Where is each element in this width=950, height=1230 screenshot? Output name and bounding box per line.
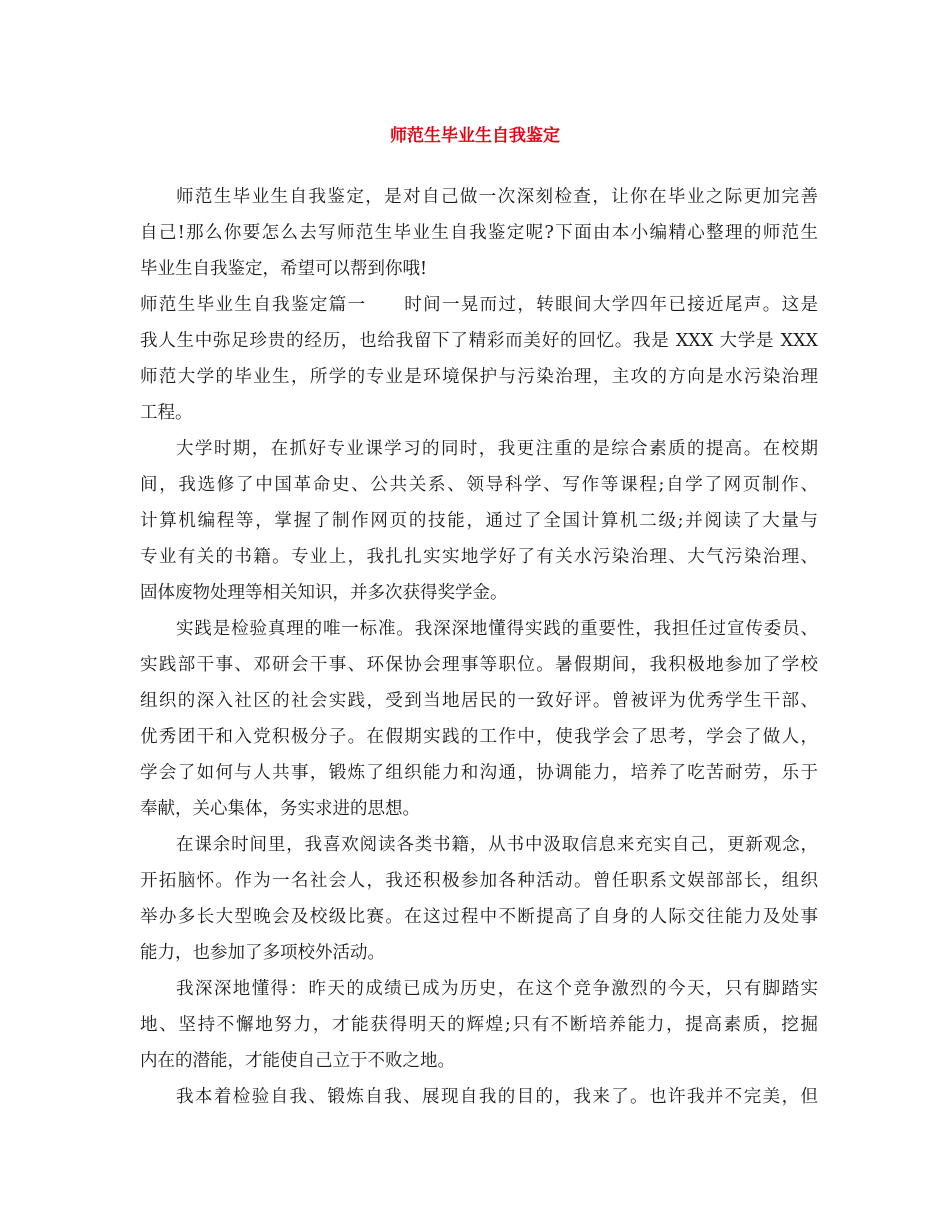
text-line: 在课余时间里，我喜欢阅读各类书籍，从书中汲取信息来充实自己，更新观念， (176, 835, 818, 855)
text-line: 固体废物处理等相关知识，并多次获得奖学金。 (140, 583, 508, 603)
text-line: 实践部干事、邓研会干事、环保协会理事等职位。暑假期间，我积极地参加了学校 (140, 655, 818, 675)
text-line: 内在的潜能，才能使自己立于不败之地。 (140, 1051, 455, 1071)
text-line: 间，我选修了中国革命史、公共关系、领导科学、写作等课程;自学了网页制作、 (140, 475, 818, 495)
text-line: 学会了如何与人共事，锻炼了组织能力和沟通，协调能力，培养了吃苦耐劳，乐于 (140, 763, 818, 783)
text-line: 计算机编程等，掌握了制作网页的技能，通过了全国计算机二级;并阅读了大量与 (140, 511, 818, 531)
text-line: 毕业生自我鉴定，希望可以帮到你哦! (140, 259, 428, 279)
text-line: 实践是检验真理的唯一标准。我深深地懂得实践的重要性，我担任过宣传委员、 (176, 619, 818, 639)
text-line: 我人生中弥足珍贵的经历，也给我留下了精彩而美好的回忆。我是 XXX 大学是 XXX (140, 331, 818, 351)
text-line: 我本着检验自我、锻炼自我、展现自我的目的，我来了。也许我并不完美，但 (176, 1087, 818, 1107)
text-line: 师范大学的毕业生，所学的专业是环境保护与污染治理，主攻的方向是水污染治理 (140, 367, 818, 387)
text-line: 大学时期，在抓好专业课学习的同时，我更注重的是综合素质的提高。在校期 (176, 439, 818, 459)
document-title: 师范生毕业生自我鉴定 (390, 126, 560, 146)
text-line: 优秀团干和入党积极分子。在假期实践的工作中，使我学会了思考，学会了做人， (140, 727, 818, 747)
text-line: 能力，也参加了多项校外活动。 (140, 943, 385, 963)
text-line: 我深深地懂得：昨天的成绩已成为历史，在这个竞争激烈的今天，只有脚踏实 (176, 979, 818, 999)
document-body (140, 179, 818, 1115)
text-line: 开拓脑怀。作为一名社会人，我还积极参加各种活动。曾任职系文娱部部长，组织 (140, 871, 818, 891)
text-line: 专业有关的书籍。专业上，我扎扎实实地学好了有关水污染治理、大气污染治理、 (140, 547, 818, 567)
text-line: 举办多长大型晚会及校级比赛。在这过程中不断提高了自身的人际交往能力及处事 (140, 907, 818, 927)
text-line: 组织的深入社区的社会实践，受到当地居民的一致好评。曾被评为优秀学生干部、 (140, 691, 818, 711)
text-line: 师范生毕业生自我鉴定，是对自己做一次深刻检查，让你在毕业之际更加完善 (176, 187, 818, 207)
text-line: 地、坚持不懈地努力，才能获得明天的辉煌;只有不断培养能力，提高素质，挖掘 (140, 1015, 818, 1035)
text-line: 奉献，关心集体，务实求进的思想。 (140, 799, 420, 819)
text-line: 自己!那么你要怎么去写师范生毕业生自我鉴定呢?下面由本小编精心整理的师范生 (140, 223, 818, 243)
text-line: 工程。 (140, 403, 193, 423)
text-line: 师范生毕业生自我鉴定篇一 时间一晃而过，转眼间大学四年已接近尾声。这是 (140, 295, 818, 315)
